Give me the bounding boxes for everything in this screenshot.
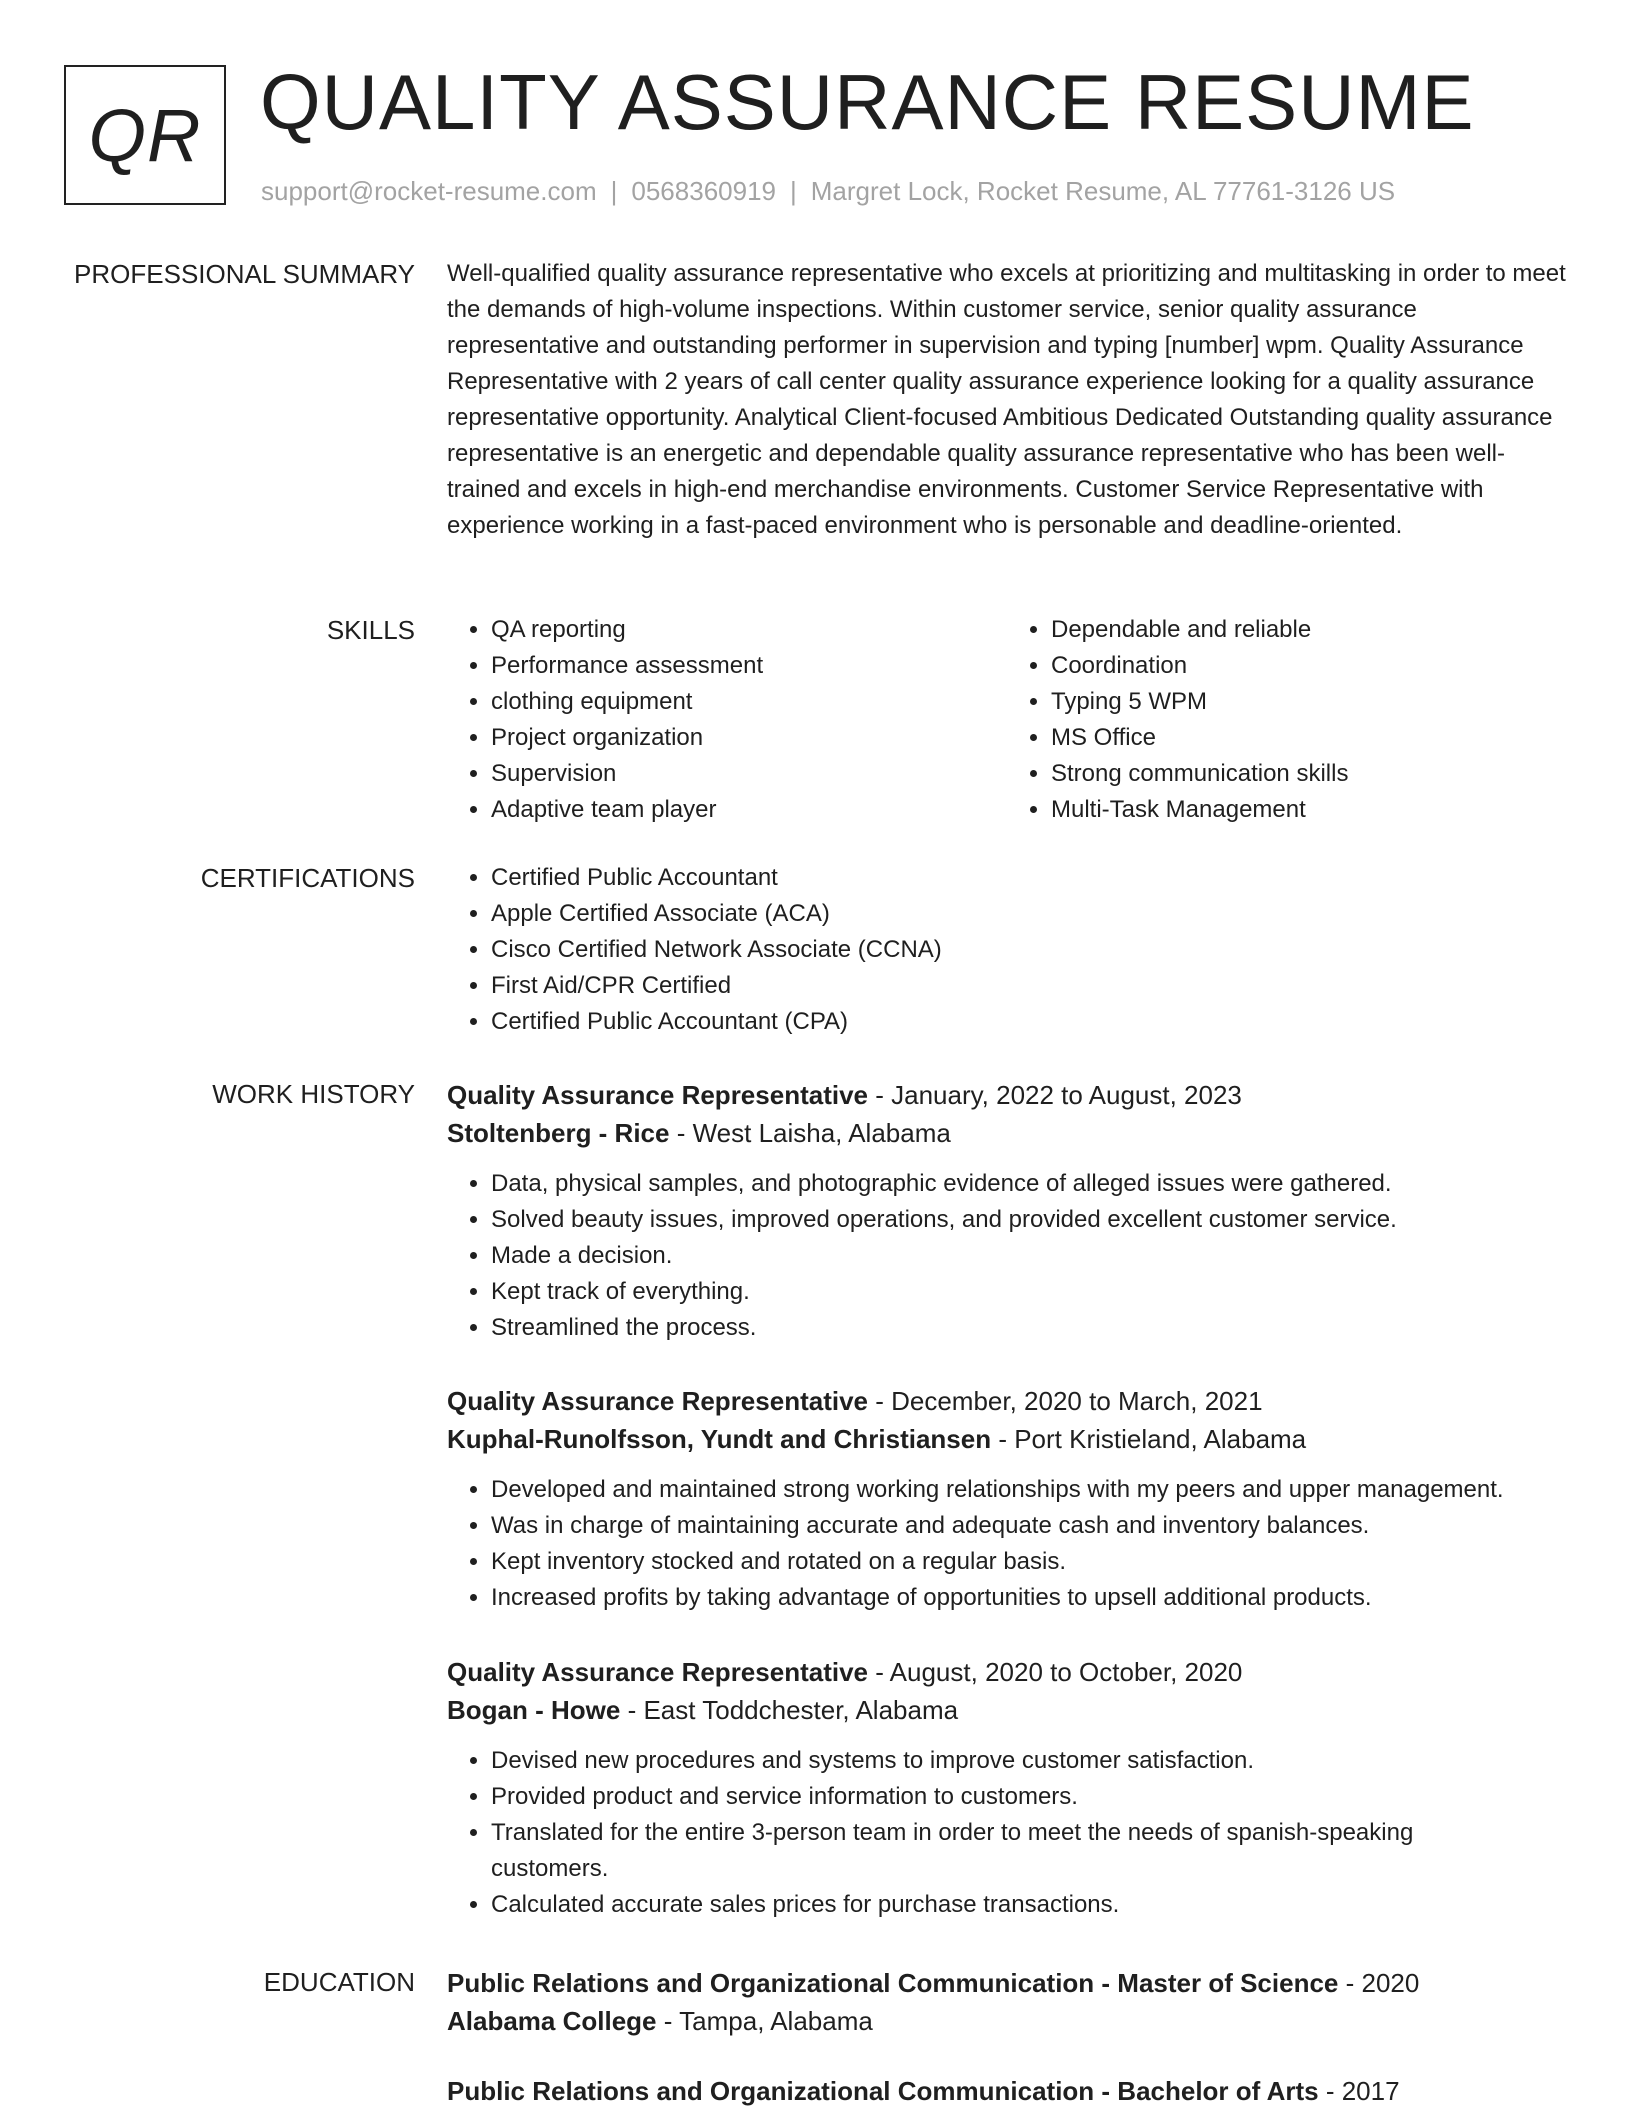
section-label-certifications: CERTIFICATIONS xyxy=(200,863,415,893)
section-label-work-history: WORK HISTORY xyxy=(212,1079,415,1109)
section-label-summary: PROFESSIONAL SUMMARY xyxy=(74,259,415,289)
contact-line xyxy=(261,174,1395,208)
skill-item: • Typing 5 WPM xyxy=(1051,684,1567,720)
job-bullets xyxy=(447,1166,1587,1346)
address: Margret Lock, Rocket Resume, AL 77761-3126 US xyxy=(810,176,1396,206)
skill-item: • Strong communication skills xyxy=(1051,756,1567,792)
job-title: Quality Assurance Representative xyxy=(447,1080,868,1110)
school-name: Alabama College xyxy=(447,2006,657,2036)
job-location: - East Toddchester, Alabama xyxy=(620,1695,959,1725)
monogram: QR xyxy=(64,65,226,205)
certifications-body xyxy=(447,860,1567,1040)
degree-name: Public Relations and Organizational Communication - Master of Science xyxy=(447,1968,1339,1998)
skill-item: • Performance assessment xyxy=(491,648,1007,684)
education-entry xyxy=(447,2072,1587,2110)
school-location: - Tampa, Alabama xyxy=(656,2006,873,2036)
separator: | xyxy=(790,176,797,206)
degree-name: Public Relations and Organizational Communication - Bachelor of Arts xyxy=(447,2076,1319,2106)
degree-year: - 2020 xyxy=(1338,1968,1420,1998)
job-entry xyxy=(447,1382,1587,1616)
section-label-skills: SKILLS xyxy=(326,615,415,645)
job-bullet: • Kept inventory stocked and rotated on a regular basis. xyxy=(491,1544,1587,1580)
job-bullet: • Devised new procedures and systems to improve customer satisfaction. xyxy=(491,1743,1531,1779)
skill-item: • QA reporting xyxy=(491,612,1007,648)
separator: | xyxy=(610,176,618,206)
certification-item: • Certified Public Accountant xyxy=(491,860,1567,896)
skill-item: • MS Office xyxy=(1051,720,1567,756)
job-location: - Port Kristieland, Alabama xyxy=(991,1424,1307,1454)
job-bullets xyxy=(447,1743,1531,1923)
company-name: Stoltenberg - Rice xyxy=(447,1118,670,1148)
job-bullets xyxy=(447,1472,1587,1616)
certification-item: • Apple Certified Associate (ACA) xyxy=(491,896,1567,932)
job-bullet: • Developed and maintained strong working relationships with my peers and upper management. xyxy=(491,1472,1587,1508)
email-link[interactable]: support@rocket-resume.com xyxy=(261,176,597,206)
job-entry xyxy=(447,1076,1587,1346)
phone-number: 0568360919 xyxy=(631,176,776,206)
job-title: Quality Assurance Representative xyxy=(447,1386,868,1416)
skill-item: • Coordination xyxy=(1051,648,1567,684)
certification-item: • Cisco Certified Network Associate (CCNA) xyxy=(491,932,1567,968)
certification-item: • Certified Public Accountant (CPA) xyxy=(491,1004,1567,1040)
section-label-education: EDUCATION xyxy=(263,1967,415,1997)
degree-year: - 2017 xyxy=(1318,2076,1400,2106)
job-bullet: • Calculated accurate sales prices for purchase transactions. xyxy=(491,1887,1531,1923)
job-location: - West Laisha, Alabama xyxy=(669,1118,951,1148)
skill-item: • Project organization xyxy=(491,720,1007,756)
skills-columns xyxy=(447,612,1567,828)
company-name: Bogan - Howe xyxy=(447,1695,621,1725)
summary-text: Well-qualified quality assurance representative who excels at prioritizing and multitasking in order to meet the demands of high-volume inspections. Within customer service, senior quality assurance representative and outstanding performer in supervision and typing [number] wpm. Quality Assurance Representative with 2 years of call center quality assurance experience looking for a quality assurance representative opportunity. Analytical Client-focused Ambitious Dedicated Outstanding quality assurance representative is an energetic and dependable quality assurance representative who has been well-trained and excels in high-end merchandise environments. Customer Service Representative with experience working in a fast-paced environment who is personable and deadline-oriented. xyxy=(447,260,1566,539)
job-bullet: • Data, physical samples, and photographic evidence of alleged issues were gathered. xyxy=(491,1166,1587,1202)
skills-list-right xyxy=(1007,612,1567,828)
job-dates: - December, 2020 to March, 2021 xyxy=(868,1386,1263,1416)
job-bullet: • Translated for the entire 3-person team in order to meet the needs of spanish-speaking customers. xyxy=(491,1815,1531,1887)
job-bullet: • Made a decision. xyxy=(491,1238,1587,1274)
education-entry xyxy=(447,1964,1587,2040)
skill-item: • clothing equipment xyxy=(491,684,1007,720)
certifications-list xyxy=(447,860,1567,1040)
skill-item: • Adaptive team player xyxy=(491,792,1007,828)
job-dates: - August, 2020 to October, 2020 xyxy=(868,1657,1243,1687)
skill-item: • Dependable and reliable xyxy=(1051,612,1567,648)
company-name: Kuphal-Runolfsson, Yundt and Christiansen xyxy=(447,1424,992,1454)
certification-item: • First Aid/CPR Certified xyxy=(491,968,1567,1004)
job-dates: - January, 2022 to August, 2023 xyxy=(868,1080,1242,1110)
resume-title: QUALITY ASSURANCE RESUME xyxy=(260,58,1475,146)
job-bullet: • Was in charge of maintaining accurate and adequate cash and inventory balances. xyxy=(491,1508,1587,1544)
skills-list-left xyxy=(447,612,1007,828)
job-bullet: • Kept track of everything. xyxy=(491,1274,1587,1310)
job-bullet: • Streamlined the process. xyxy=(491,1310,1587,1346)
job-title: Quality Assurance Representative xyxy=(447,1657,868,1687)
skill-item: • Multi-Task Management xyxy=(1051,792,1567,828)
skill-item: • Supervision xyxy=(491,756,1007,792)
job-entry xyxy=(447,1653,1587,1923)
job-bullet: • Provided product and service information to customers. xyxy=(491,1779,1531,1815)
job-bullet: • Increased profits by taking advantage of opportunities to upsell additional products. xyxy=(491,1580,1587,1616)
job-bullet: • Solved beauty issues, improved operations, and provided excellent customer service. xyxy=(491,1202,1587,1238)
